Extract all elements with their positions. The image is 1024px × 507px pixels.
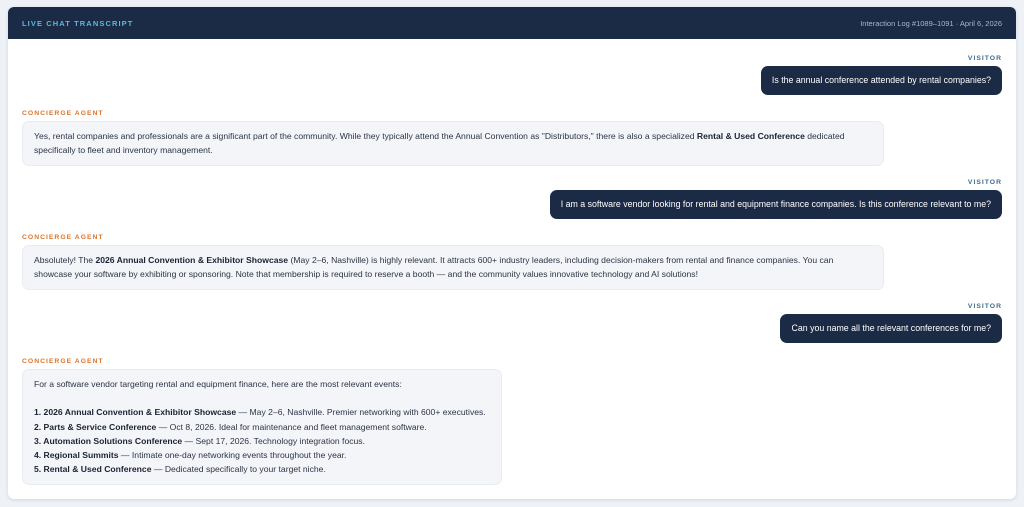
message-bold-text: 2026 Annual Convention & Exhibitor Showcase xyxy=(95,255,289,265)
transcript-title: LIVE CHAT TRANSCRIPT xyxy=(22,18,134,28)
agent-message xyxy=(22,245,884,290)
list-item xyxy=(34,434,490,448)
list-item-desc: — Dedicated specifically to your target niche. xyxy=(151,464,326,475)
message-text: (May 2–6, Nashville) is highly relevant. It attracts 600+ industry leaders, including decision-makers from rental and finance companies. You can showcase your software by exhibiting or sponsoring. Note that membership is required to reserve a booth — and the community values innovative technology and AI solutions! xyxy=(34,255,834,280)
visitor-label: VISITOR xyxy=(967,55,1002,62)
list-item xyxy=(34,405,490,419)
visitor-turn xyxy=(22,179,1002,223)
list-item-title: 4. Regional Summits xyxy=(34,450,119,461)
message-bold-text: Rental & Used Conference xyxy=(696,131,805,141)
agent-label: CONCIERGE AGENT xyxy=(22,358,104,365)
message-text: Yes, rental companies and professionals are a significant part of the community. While they typically attend the Annual Convention as "Distributors," there is also a specialized xyxy=(34,131,697,141)
visitor-message: Can you name all the relevant conferences for me? xyxy=(780,314,1002,343)
interaction-log-meta: Interaction Log #1089–1091 · April 6, 2026 xyxy=(860,18,1002,28)
message-intro: For a software vendor targeting rental and equipment finance, here are the most relevant events: xyxy=(34,379,402,389)
transcript-header xyxy=(8,7,1016,39)
agent-turn xyxy=(22,234,1002,294)
list-item-title: 1. 2026 Annual Convention & Exhibitor Showcase xyxy=(34,407,237,418)
list-item xyxy=(34,448,490,462)
visitor-label: VISITOR xyxy=(967,303,1002,310)
list-item-desc: — Sept 17, 2026. Technology integration focus. xyxy=(182,435,365,446)
list-item xyxy=(34,420,490,434)
agent-label: CONCIERGE AGENT xyxy=(22,110,104,117)
agent-turn xyxy=(22,110,1002,170)
chat-transcript-panel xyxy=(8,7,1016,499)
visitor-turn xyxy=(22,55,1002,99)
list-item-desc: — May 2–6, Nashville. Premier networking with 600+ executives. xyxy=(236,407,486,418)
agent-turn xyxy=(22,358,1002,499)
visitor-turn xyxy=(22,303,1002,347)
visitor-message: I am a software vendor looking for rental and equipment finance companies. Is this conference relevant to me? xyxy=(550,190,1002,219)
list-item xyxy=(34,462,490,476)
list-item-desc: — Oct 8, 2026. Ideal for maintenance and fleet management software. xyxy=(156,421,427,432)
message-text: Absolutely! The xyxy=(34,255,96,265)
list-item-desc: — Intimate one-day networking events throughout the year. xyxy=(118,450,347,461)
list-item-title: 3. Automation Solutions Conference xyxy=(34,435,183,446)
visitor-label: VISITOR xyxy=(967,179,1002,186)
list-item-title: 5. Rental & Used Conference xyxy=(34,464,152,475)
agent-label: CONCIERGE AGENT xyxy=(22,234,104,241)
conference-list xyxy=(34,405,490,476)
message-text: dedicated specifically to fleet and inventory management. xyxy=(34,131,845,156)
visitor-message: Is the annual conference attended by rental companies? xyxy=(761,66,1002,95)
list-item-title: 2. Parts & Service Conference xyxy=(34,421,157,432)
agent-message xyxy=(22,121,884,166)
agent-message xyxy=(22,369,502,485)
